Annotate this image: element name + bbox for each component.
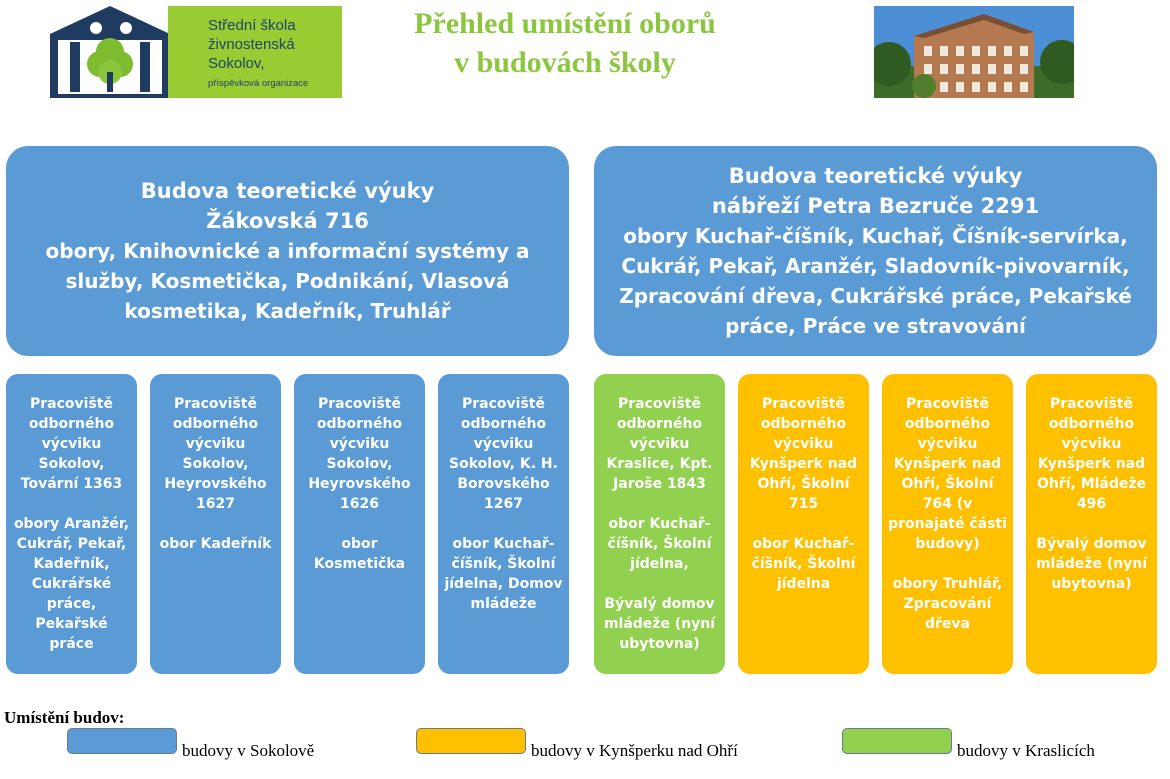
school-logo	[50, 6, 342, 98]
workplace-card-kynsperk-715	[738, 374, 869, 674]
legend-label-sokolov: budovy v Sokolově	[182, 741, 315, 760]
workplace-content: obory Truhlář, Zpracování dřeva	[892, 576, 1003, 632]
workplace-card-heyrovskeho-1627	[150, 374, 281, 674]
building-zakovska	[6, 146, 569, 356]
workplace-name: Pracoviště odborného výcviku Sokolov, Heyrovského 1626	[308, 396, 411, 512]
workplace-card-tovarni	[6, 374, 137, 674]
legend-swatch-kynsperk	[416, 728, 526, 754]
legend-title: Umístění budov:	[4, 708, 125, 727]
page-title-line1: Přehled umístění oborů	[414, 7, 716, 40]
workplace-card-kynsperk-764	[882, 374, 1013, 674]
school-building-tree-icon	[50, 6, 170, 98]
building-fields: obory, Knihovnické a informační systémy a služby, Kosmetička, Podnikání, Vlasová kosmetika, Kadeřník, Truhlář	[45, 239, 530, 323]
school-name: Střední škola živnostenská Sokolov,	[208, 17, 296, 72]
school-building-photo	[874, 6, 1074, 98]
workplace-card-kynsperk-496	[1026, 374, 1157, 674]
legend-label-kynsperk: budovy v Kynšperku nad Ohří	[531, 741, 738, 760]
page-title-line2: v budovách školy	[454, 46, 676, 79]
building-fields: obory Kuchař-číšník, Kuchař, Číšník-servírka, Cukrář, Pekař, Aranžér, Sladovník-pivovarník, Zpracování dřeva, Cukrářské práce, Pekařské práce, Práce ve stravování	[619, 224, 1132, 338]
workplace-name: Pracoviště odborného výcviku Kynšperk nad Ohří, Školní 715	[749, 396, 858, 512]
workplace-card-borovskeho	[438, 374, 569, 674]
workplace-content: obory Aranžér, Cukrář, Pekař, Kadeřník, Cukrářské práce, Pekařské práce	[13, 516, 130, 652]
building-address: nábřeží Petra Bezruče 2291	[711, 194, 1040, 218]
workplace-name: Pracoviště odborného výcviku Kynšperk nad Ohří, Mládeže 496	[1036, 396, 1147, 512]
workplace-name: Pracoviště odborného výcviku Sokolov, Tovární 1363	[20, 396, 123, 492]
legend-label-kraslice: budovy v Kraslicích	[957, 741, 1095, 760]
workplace-extra: Bývalý domov mládeže (nyní ubytovna)	[603, 596, 716, 652]
workplace-name: Pracoviště odborného výcviku Kraslice, Kpt. Jaroše 1843	[606, 396, 713, 492]
building-address: Žákovská 716	[206, 209, 369, 233]
workplace-card-heyrovskeho-1626	[294, 374, 425, 674]
workplace-name: Pracoviště odborného výcviku Sokolov, Heyrovského 1627	[164, 396, 267, 512]
page-title	[380, 4, 750, 82]
building-bezruce	[594, 146, 1157, 356]
workplace-card-kraslice	[594, 374, 725, 674]
workplace-content: obor Kuchař-číšník, Školní jídelna, Domov mládeže	[444, 536, 563, 612]
workplace-name: Pracoviště odborného výcviku Sokolov, K. H. Borovského 1267	[449, 396, 558, 512]
workplace-content: Bývalý domov mládeže (nyní ubytovna)	[1035, 536, 1148, 592]
workplace-content: obor Kosmetička	[313, 536, 406, 572]
workplace-content: obor Kuchař-číšník, Školní jídelna,	[607, 516, 712, 572]
workplace-name: Pracoviště odborného výcviku Kynšperk nad Ohří, Školní 764 (v pronajaté části budovy)	[888, 396, 1007, 552]
legend-swatch-sokolov	[67, 728, 177, 754]
building-title: Budova teoretické výuky	[728, 164, 1023, 188]
school-subtitle: příspěvková organizace	[208, 78, 309, 89]
building-title: Budova teoretické výuky	[140, 179, 435, 203]
workplace-content: obor Kadeřník	[159, 536, 272, 552]
legend-swatch-kraslice	[842, 728, 952, 754]
workplace-content: obor Kuchař-číšník, Školní jídelna	[751, 536, 856, 592]
